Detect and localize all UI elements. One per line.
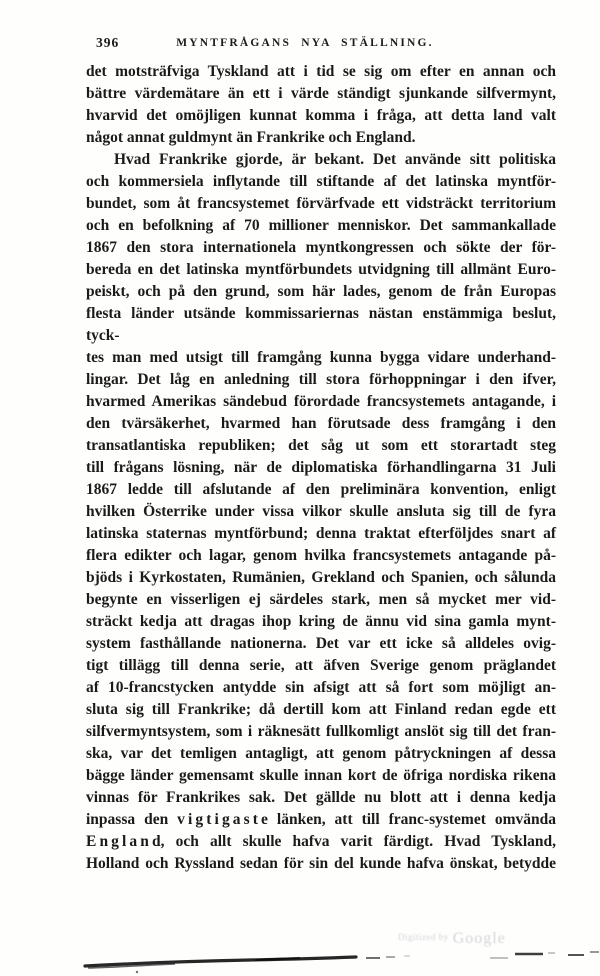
text-line: sluta sig till Frankrike; då dertill kom att Finland redan egde ett [86, 701, 556, 718]
text-line: 1867 ledde till afslutande af den preliminära konvention, enligt [86, 481, 556, 498]
text-line: 1867 den stora internationela myntkongressen och sökte der för- [86, 239, 556, 256]
text-line: flera edikter och lagar, genom hvilka francsystemets antagande på- [86, 547, 556, 564]
text-line: bereda en det latinska myntförbundets utvidgning till allmänt Euro- [86, 261, 556, 278]
text-line: hvarmed Amerikas sändebud förordade francsystemets antagande, i [86, 393, 556, 410]
watermark-brand-text: Google [452, 930, 506, 947]
text-line: bättre värdemätare än ett i värde ständigt sjunkande silfvermynt, [86, 85, 556, 102]
text-line: transatlantiska republiken; det såg ut som ett storartadt steg [86, 437, 556, 454]
text-line: bjöds i Kyrkostaten, Rumänien, Grekland och Spanien, och sålunda [86, 569, 556, 586]
text-line: begynte en visserligen ej särdeles stark, men så mycket mer vid- [86, 591, 556, 608]
text-line: lingar. Det låg en anledning till stora förhoppningar i den ifver, [86, 371, 556, 388]
text-line: vinnas för Frankrikes sak. Det gällde nu blott att i denna kedja [86, 789, 556, 806]
text-line: Hvad Frankrike gjorde, är bekant. Det använde sitt politiska [114, 151, 556, 168]
text-line: af 10-francstycken antydde sin afsigt att så fort som möjligt an- [86, 679, 556, 696]
text-line: det motsträfviga Tyskland att i tid se sig om efter en annan och [86, 63, 556, 80]
text-line: Holland och Ryssland sedan för sin del kunde hafva önskat, betydde [86, 855, 556, 872]
text-line: ska, var det temligen antagligt, att genom påtryckningen af dessa [86, 745, 556, 762]
text-line: system fasthållande nationerna. Det var ett icke så alldeles ovig- [86, 635, 556, 652]
text-line: något annat guldmynt än Frankrike och England. [86, 129, 416, 146]
text-line: och en befolkning af 70 millioner menniskor. Det sammankallade [86, 217, 556, 234]
page-number: 396 [96, 35, 120, 50]
text-line: den tvärsäkerhet, hvarmed han förutsade dess framgång i den [86, 415, 556, 432]
watermark-prefix-text: Digitized by [398, 932, 449, 942]
text-line: till frågans lösning, när de diplomatiska förhandlingarna 31 Juli [86, 459, 556, 476]
text-line: sträckt kedja att dragas ihop kring de ännu vid sina gamla mynt- [86, 613, 556, 630]
text-line: tes man med utsigt till framgång kunna bygga vidare underhand- [86, 349, 556, 366]
text-line: hvilken Österrike under vissa vilkor skulle ansluta sig till de fyra [86, 503, 556, 520]
text-line: bägge länder gemensamt skulle innan kort de öfriga nordiska rikena [86, 767, 556, 784]
text-line: silfvermyntsystem, som i räknesätt fullkomligt anslöt sig till det fran- [86, 723, 556, 740]
text-line: E n g l a n d, och allt skulle hafva varit färdigt. Hvad Tyskland, [86, 833, 556, 850]
text-line: peiskt, och på den grund, som här lades, genom de från Europas [86, 283, 556, 300]
google-books-watermark [398, 930, 506, 948]
text-line: flesta länder utsände kommissariernas nästan enstämmiga beslut, tyck- [86, 305, 556, 344]
text-line: inpassa den v i g t i g a s t e länken, att till franc-systemet omvända [86, 811, 556, 828]
running-title: MYNTFRÅGANS NYA STÄLLNING. [176, 37, 434, 49]
body-text [86, 61, 556, 875]
text-line: hvarvid det omöjligen kunnat komma i fråga, att detta land valt [86, 107, 556, 124]
text-line: latinska staternas myntförbund; denna traktat efterföljdes snart af [86, 525, 556, 542]
text-line: tigt tillägg till denna serie, att äfven Sverige genom präglandet [86, 657, 556, 674]
text-line: och kommersiela inflytande till stiftande af det latinska myntför- [86, 173, 556, 190]
text-line: bundet, som åt francsystemet förvärfvade ett vidsträckt territorium [86, 195, 556, 212]
